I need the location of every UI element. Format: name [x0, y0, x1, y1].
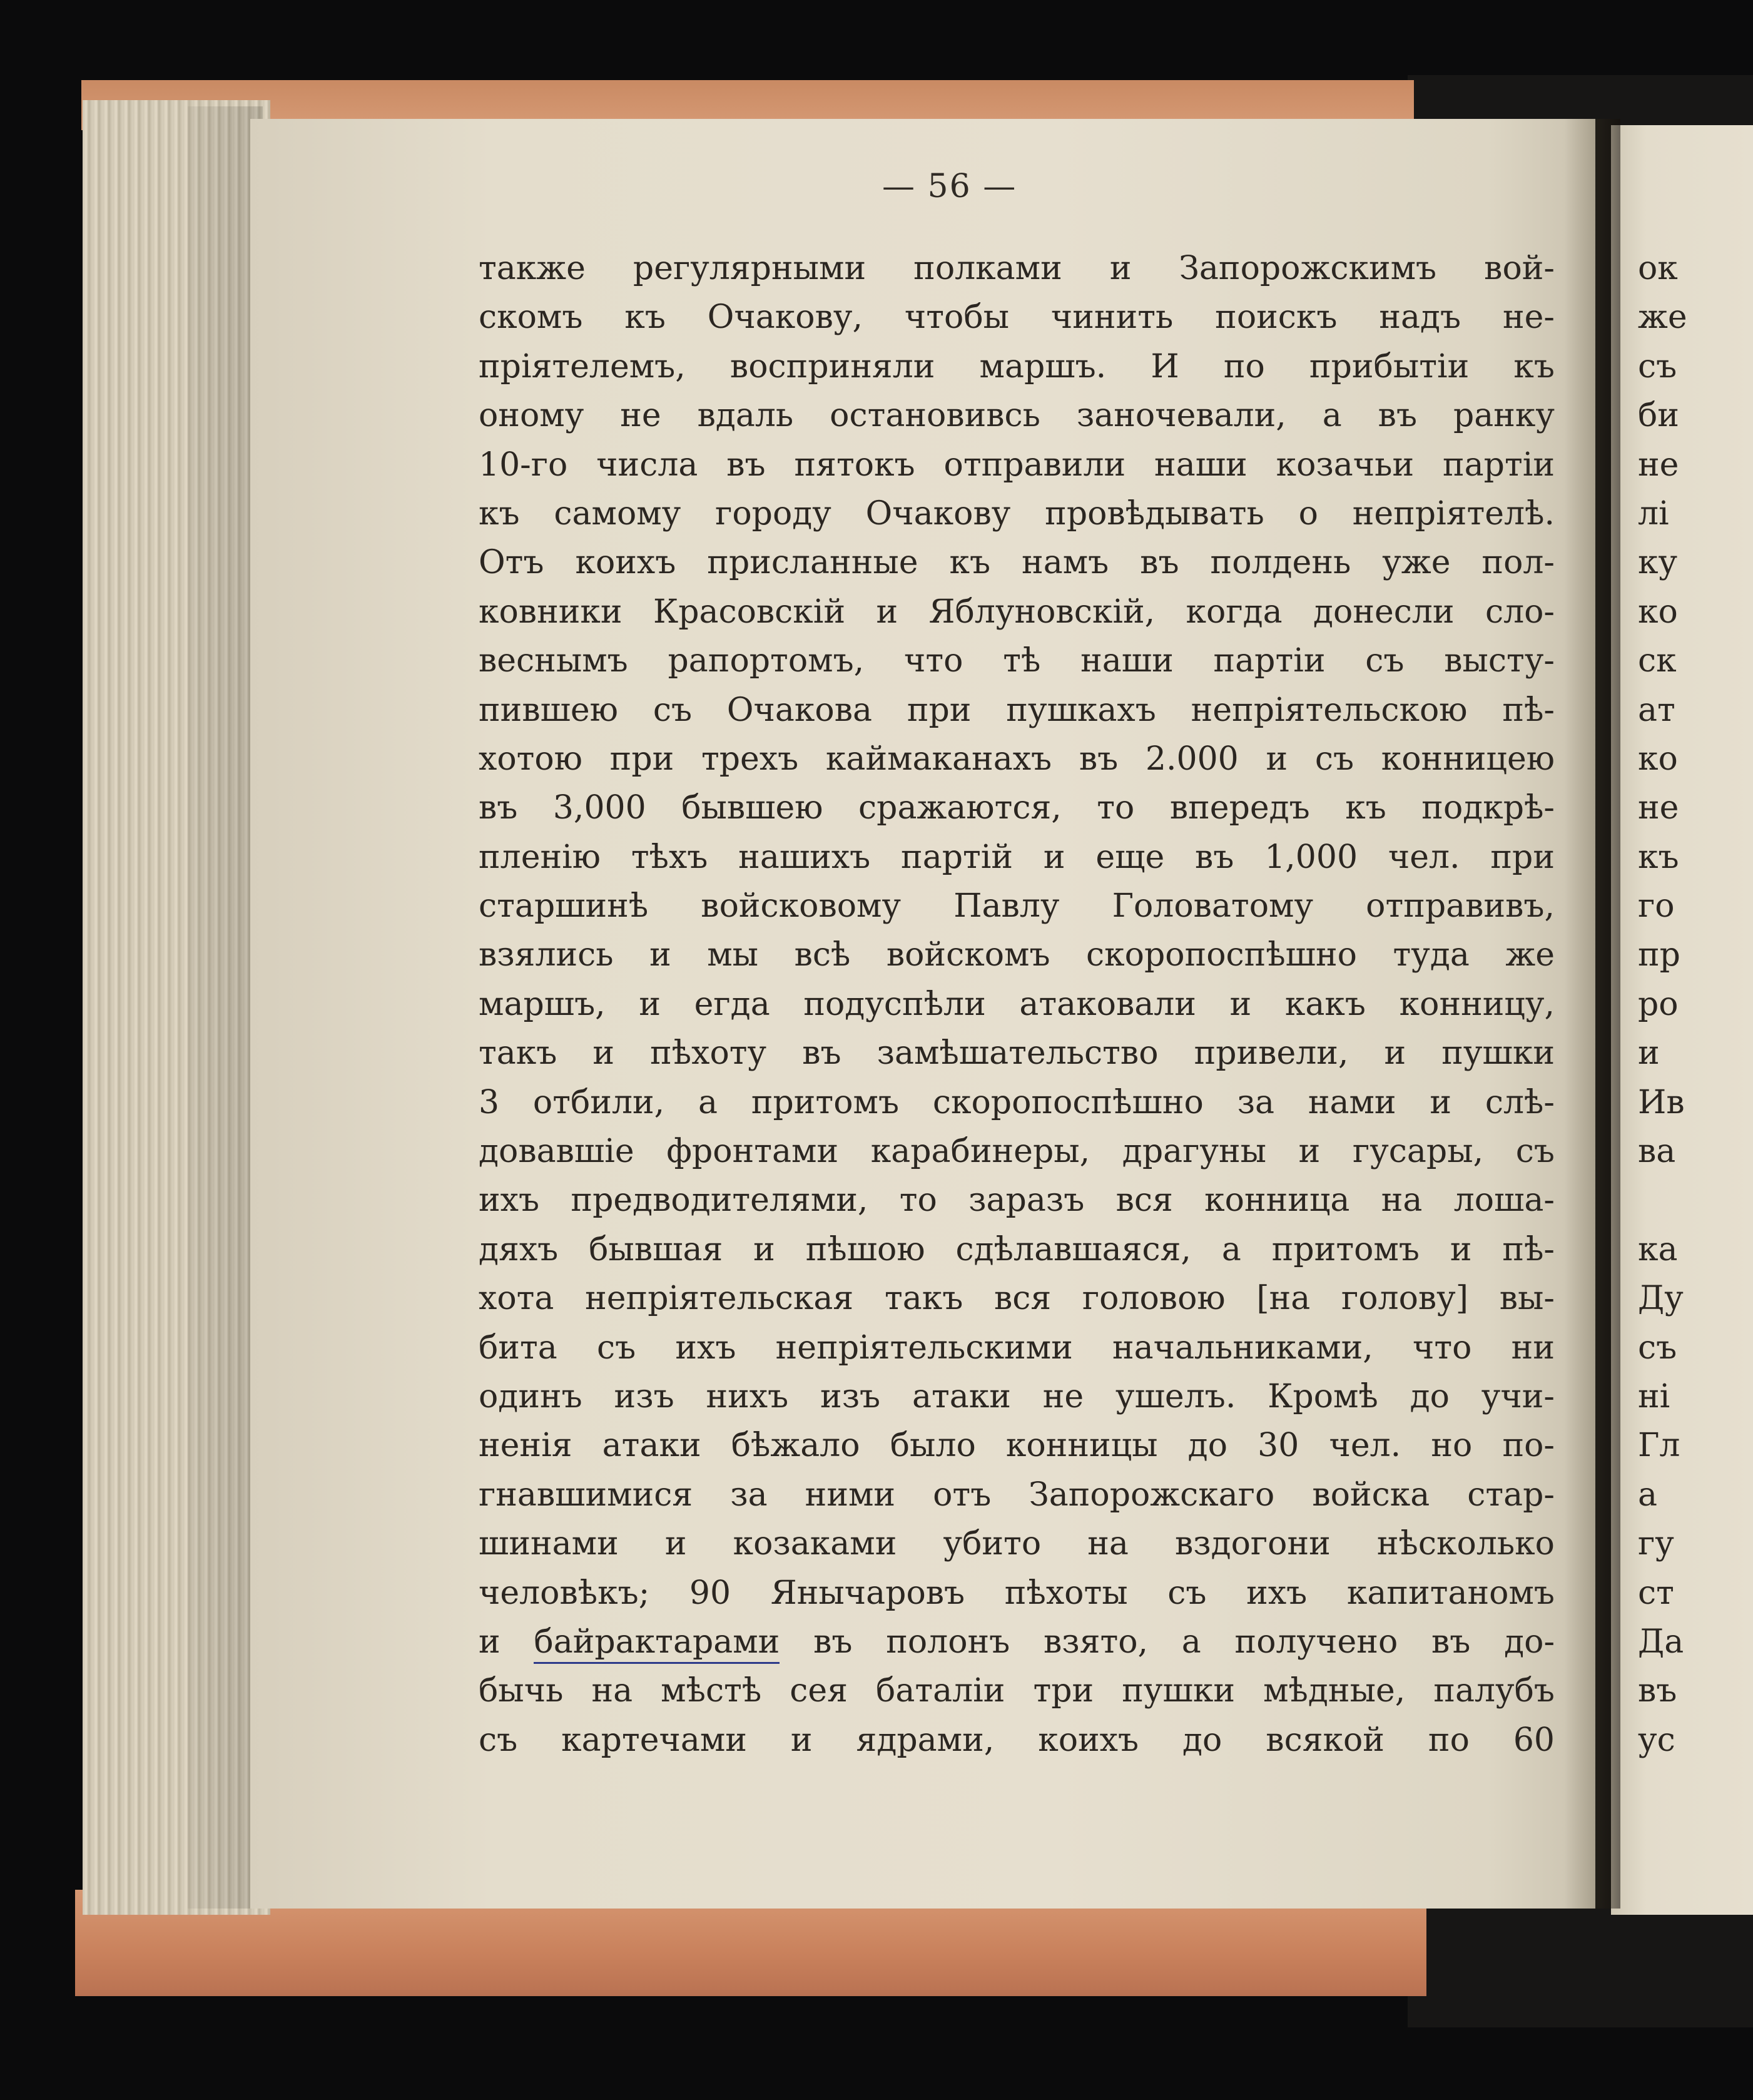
text-line: бычь на мѣстѣ сея баталіи три пушки мѣдные, палубъ: [479, 1672, 1555, 1710]
text-line: пріятелемъ, восприняли маршъ. И по прибытіи къ: [479, 347, 1555, 385]
facing-line: ус: [1638, 1721, 1675, 1759]
facing-line: съ: [1638, 347, 1677, 385]
text-line: Отъ коихъ присланные къ намъ въ полдень уже пол-: [479, 544, 1555, 582]
facing-line: ні: [1638, 1377, 1670, 1415]
facing-line: ва: [1638, 1133, 1676, 1171]
facing-line: же: [1638, 298, 1687, 337]
facing-line: съ: [1638, 1328, 1677, 1367]
facing-line: не: [1638, 446, 1679, 484]
facing-line: Гл: [1638, 1427, 1680, 1465]
text-line: ихъ предводителями, то заразъ вся конница на лоша-: [479, 1181, 1555, 1220]
page-number: — 56 —: [882, 168, 1017, 205]
text-line: также регулярными полками и Запорожскимъ вой-: [479, 250, 1555, 287]
facing-line: би: [1638, 397, 1679, 435]
facing-line: ро: [1638, 985, 1679, 1023]
text-line: ненія атаки бѣжало было конницы до 30 чел. но по-: [479, 1427, 1555, 1465]
text-line: веснымъ рапортомъ, что тѣ наши партіи съ высту-: [479, 642, 1555, 680]
text-fragment: и: [479, 1623, 534, 1661]
facing-line: го: [1638, 887, 1675, 925]
text-line: дяхъ бывшая и пѣшою сдѣлавшаяся, а притомъ и пѣ-: [479, 1230, 1555, 1268]
facing-line: ст: [1638, 1574, 1674, 1612]
text-line: скомъ къ Очакову, чтобы чинить поискъ надъ не-: [479, 298, 1555, 337]
facing-line: ко: [1638, 593, 1678, 631]
text-line: ковники Красовскій и Яблуновскій, когда донесли сло-: [479, 593, 1555, 631]
text-line: 3 отбили, а притомъ скоропоспѣшно за нами и слѣ-: [479, 1083, 1555, 1121]
text-fragment: въ полонъ взято, а получено въ до-: [780, 1623, 1555, 1661]
facing-line: ск: [1638, 642, 1677, 680]
page-gutter: [1564, 119, 1620, 1909]
text-line: къ самому городу Очакову провѣдывать о непріятелѣ.: [479, 494, 1555, 533]
facing-line: пр: [1638, 936, 1680, 974]
text-line: взялись и мы всѣ войскомъ скоропоспѣшно туда же: [479, 936, 1555, 974]
facing-line: къ: [1638, 838, 1679, 876]
text-line: пившею съ Очакова при пушкахъ непріятельскою пѣ-: [479, 691, 1555, 729]
facing-line: [1638, 1176, 1753, 1225]
text-line: хота непріятельская такъ вся головою [на голову] вы-: [479, 1280, 1555, 1318]
text-line: одинъ изъ нихъ изъ атаки не ушелъ. Кромѣ до учи-: [479, 1377, 1555, 1415]
text-line: 10-го числа въ пятокъ отправили наши козачьи партіи: [479, 446, 1555, 484]
facing-line: не: [1638, 789, 1679, 827]
facing-line: въ: [1638, 1672, 1677, 1710]
text-line-with-underline: [479, 1618, 1555, 1666]
facing-line: ку: [1638, 544, 1678, 582]
facing-line: и: [1638, 1034, 1660, 1073]
text-line: хотою при трехъ каймаканахъ въ 2.000 и съ конницею: [479, 740, 1555, 778]
text-line: пленію тѣхъ нашихъ партій и еще въ 1,000 чел. при: [479, 838, 1555, 876]
facing-line: ко: [1638, 740, 1678, 778]
facing-line: ат: [1638, 691, 1675, 729]
facing-line: Да: [1638, 1623, 1684, 1661]
text-line: бита съ ихъ непріятельскими начальниками, что ни: [479, 1328, 1555, 1367]
text-line: человѣкъ; 90 Янычаровъ пѣхоты съ ихъ капитаномъ: [479, 1574, 1555, 1612]
text-line: шинами и козаками убито на вздогони нѣсколько: [479, 1525, 1555, 1563]
text-line: старшинѣ войсковому Павлу Головатому отправивъ,: [479, 887, 1555, 925]
facing-line: ка: [1638, 1230, 1678, 1268]
underlined-word: байрактарами: [534, 1623, 780, 1664]
facing-line: Ив: [1638, 1083, 1685, 1121]
facing-line: ок: [1638, 250, 1678, 287]
facing-line: лі: [1638, 494, 1669, 533]
text-line: оному не вдаль остановивсь заночевали, а въ ранку: [479, 397, 1555, 435]
page-body-text: [479, 244, 1555, 1765]
text-line: маршъ, и егда подуспѣли атаковали и какъ конницу,: [479, 985, 1555, 1023]
text-line: гнавшимися за ними отъ Запорожскаго войска стар-: [479, 1476, 1555, 1514]
text-line: довавшіе фронтами карабинеры, драгуны и гусары, съ: [479, 1133, 1555, 1171]
text-line: съ картечами и ядрами, коихъ до всякой по 60: [479, 1721, 1555, 1759]
facing-line: гу: [1638, 1525, 1674, 1563]
facing-page-text: [1638, 244, 1753, 1765]
text-line: такъ и пѣхоту въ замѣшательство привели, и пушки: [479, 1034, 1555, 1073]
facing-line: а: [1638, 1476, 1658, 1514]
facing-line: Ду: [1638, 1280, 1684, 1318]
text-line: въ 3,000 бывшею сражаются, то впередъ къ подкрѣ-: [479, 789, 1555, 827]
